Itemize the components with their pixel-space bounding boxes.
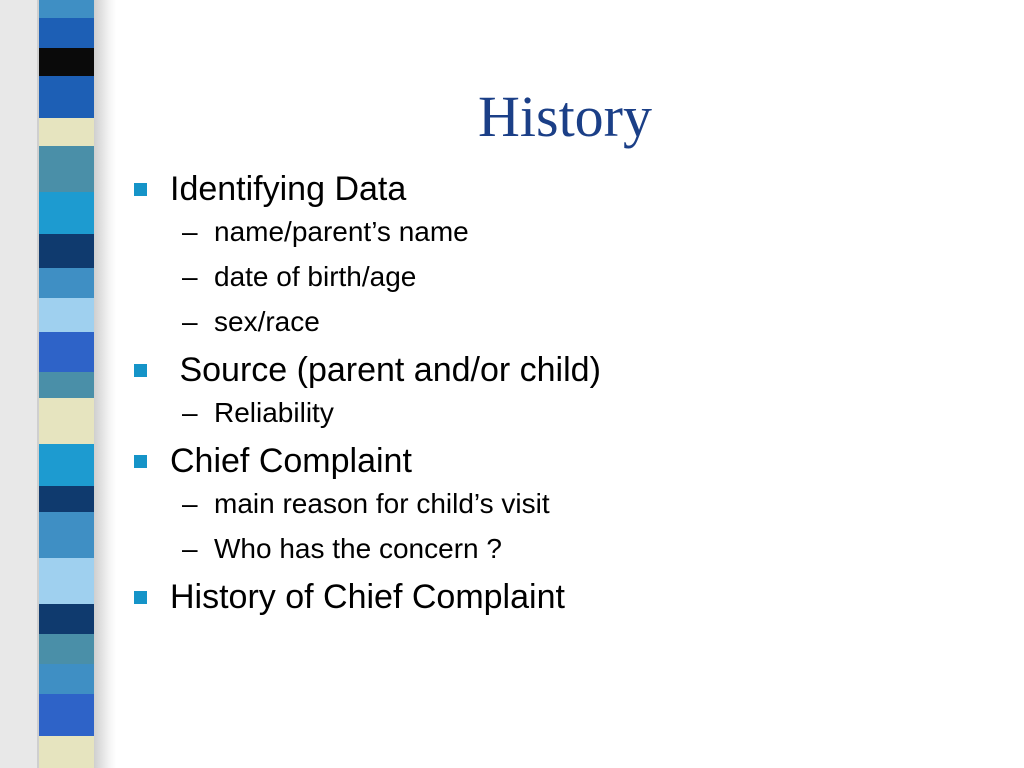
- color-strip-segment: [37, 0, 97, 18]
- color-strip-segment: [37, 76, 97, 118]
- dash-icon: –: [182, 488, 198, 519]
- color-strip-segment: [37, 234, 97, 268]
- sub-bullet-text: Who has the concern ?: [214, 533, 502, 564]
- color-strip-segment: [37, 398, 97, 444]
- bullet-text: Source (parent and/or child): [170, 351, 601, 389]
- sub-bullet-item: [130, 212, 1000, 257]
- dash-icon: –: [182, 261, 198, 292]
- color-strip-segment: [37, 664, 97, 694]
- color-strip-segment: [37, 18, 97, 48]
- bullet-item: [130, 168, 1000, 212]
- color-strip-segment: [37, 486, 97, 512]
- square-bullet-icon: [134, 364, 147, 377]
- sub-bullet-item: [130, 393, 1000, 438]
- bullet-item: [130, 440, 1000, 484]
- color-strip-segment: [37, 372, 97, 398]
- slide-content: [130, 166, 1000, 620]
- color-strip-segment: [37, 694, 97, 736]
- sub-bullet-text: name/parent’s name: [214, 216, 469, 247]
- color-strip-segment: [37, 192, 97, 234]
- slide-title: History: [478, 84, 652, 149]
- square-bullet-icon: [134, 183, 147, 196]
- color-strip-segment: [37, 604, 97, 634]
- sidebar-color-strip: [37, 0, 97, 768]
- color-strip-segment: [37, 268, 97, 298]
- bullet-item: [130, 349, 1000, 393]
- sub-bullet-text: main reason for child’s visit: [214, 488, 550, 519]
- color-strip-segment: [37, 634, 97, 664]
- sidebar-edge: [0, 0, 37, 768]
- color-strip-segment: [37, 48, 97, 76]
- sub-bullet-item: [130, 302, 1000, 347]
- color-strip-segment: [37, 298, 97, 332]
- sub-bullet-item: [130, 257, 1000, 302]
- sub-bullet-text: Reliability: [214, 397, 334, 428]
- color-strip-segment: [37, 558, 97, 604]
- color-strip-segment: [37, 444, 97, 486]
- decorative-sidebar: [0, 0, 118, 768]
- dash-icon: –: [182, 216, 198, 247]
- dash-icon: –: [182, 533, 198, 564]
- bullet-text: History of Chief Complaint: [170, 578, 565, 616]
- bullet-text: Chief Complaint: [170, 442, 412, 480]
- bullet-item: [130, 576, 1000, 620]
- dash-icon: –: [182, 306, 198, 337]
- sub-bullet-item: [130, 484, 1000, 529]
- square-bullet-icon: [134, 591, 147, 604]
- dash-icon: –: [182, 397, 198, 428]
- bullet-text: Identifying Data: [170, 170, 407, 208]
- sidebar-edge-line: [37, 0, 39, 768]
- color-strip-segment: [37, 118, 97, 146]
- color-strip-segment: [37, 146, 97, 192]
- sub-bullet-item: [130, 529, 1000, 574]
- square-bullet-icon: [134, 455, 147, 468]
- sub-bullet-text: date of birth/age: [214, 261, 417, 292]
- color-strip-segment: [37, 736, 97, 768]
- sub-bullet-text: sex/race: [214, 306, 320, 337]
- color-strip-segment: [37, 332, 97, 372]
- sidebar-shadow: [94, 0, 116, 768]
- color-strip-segment: [37, 512, 97, 558]
